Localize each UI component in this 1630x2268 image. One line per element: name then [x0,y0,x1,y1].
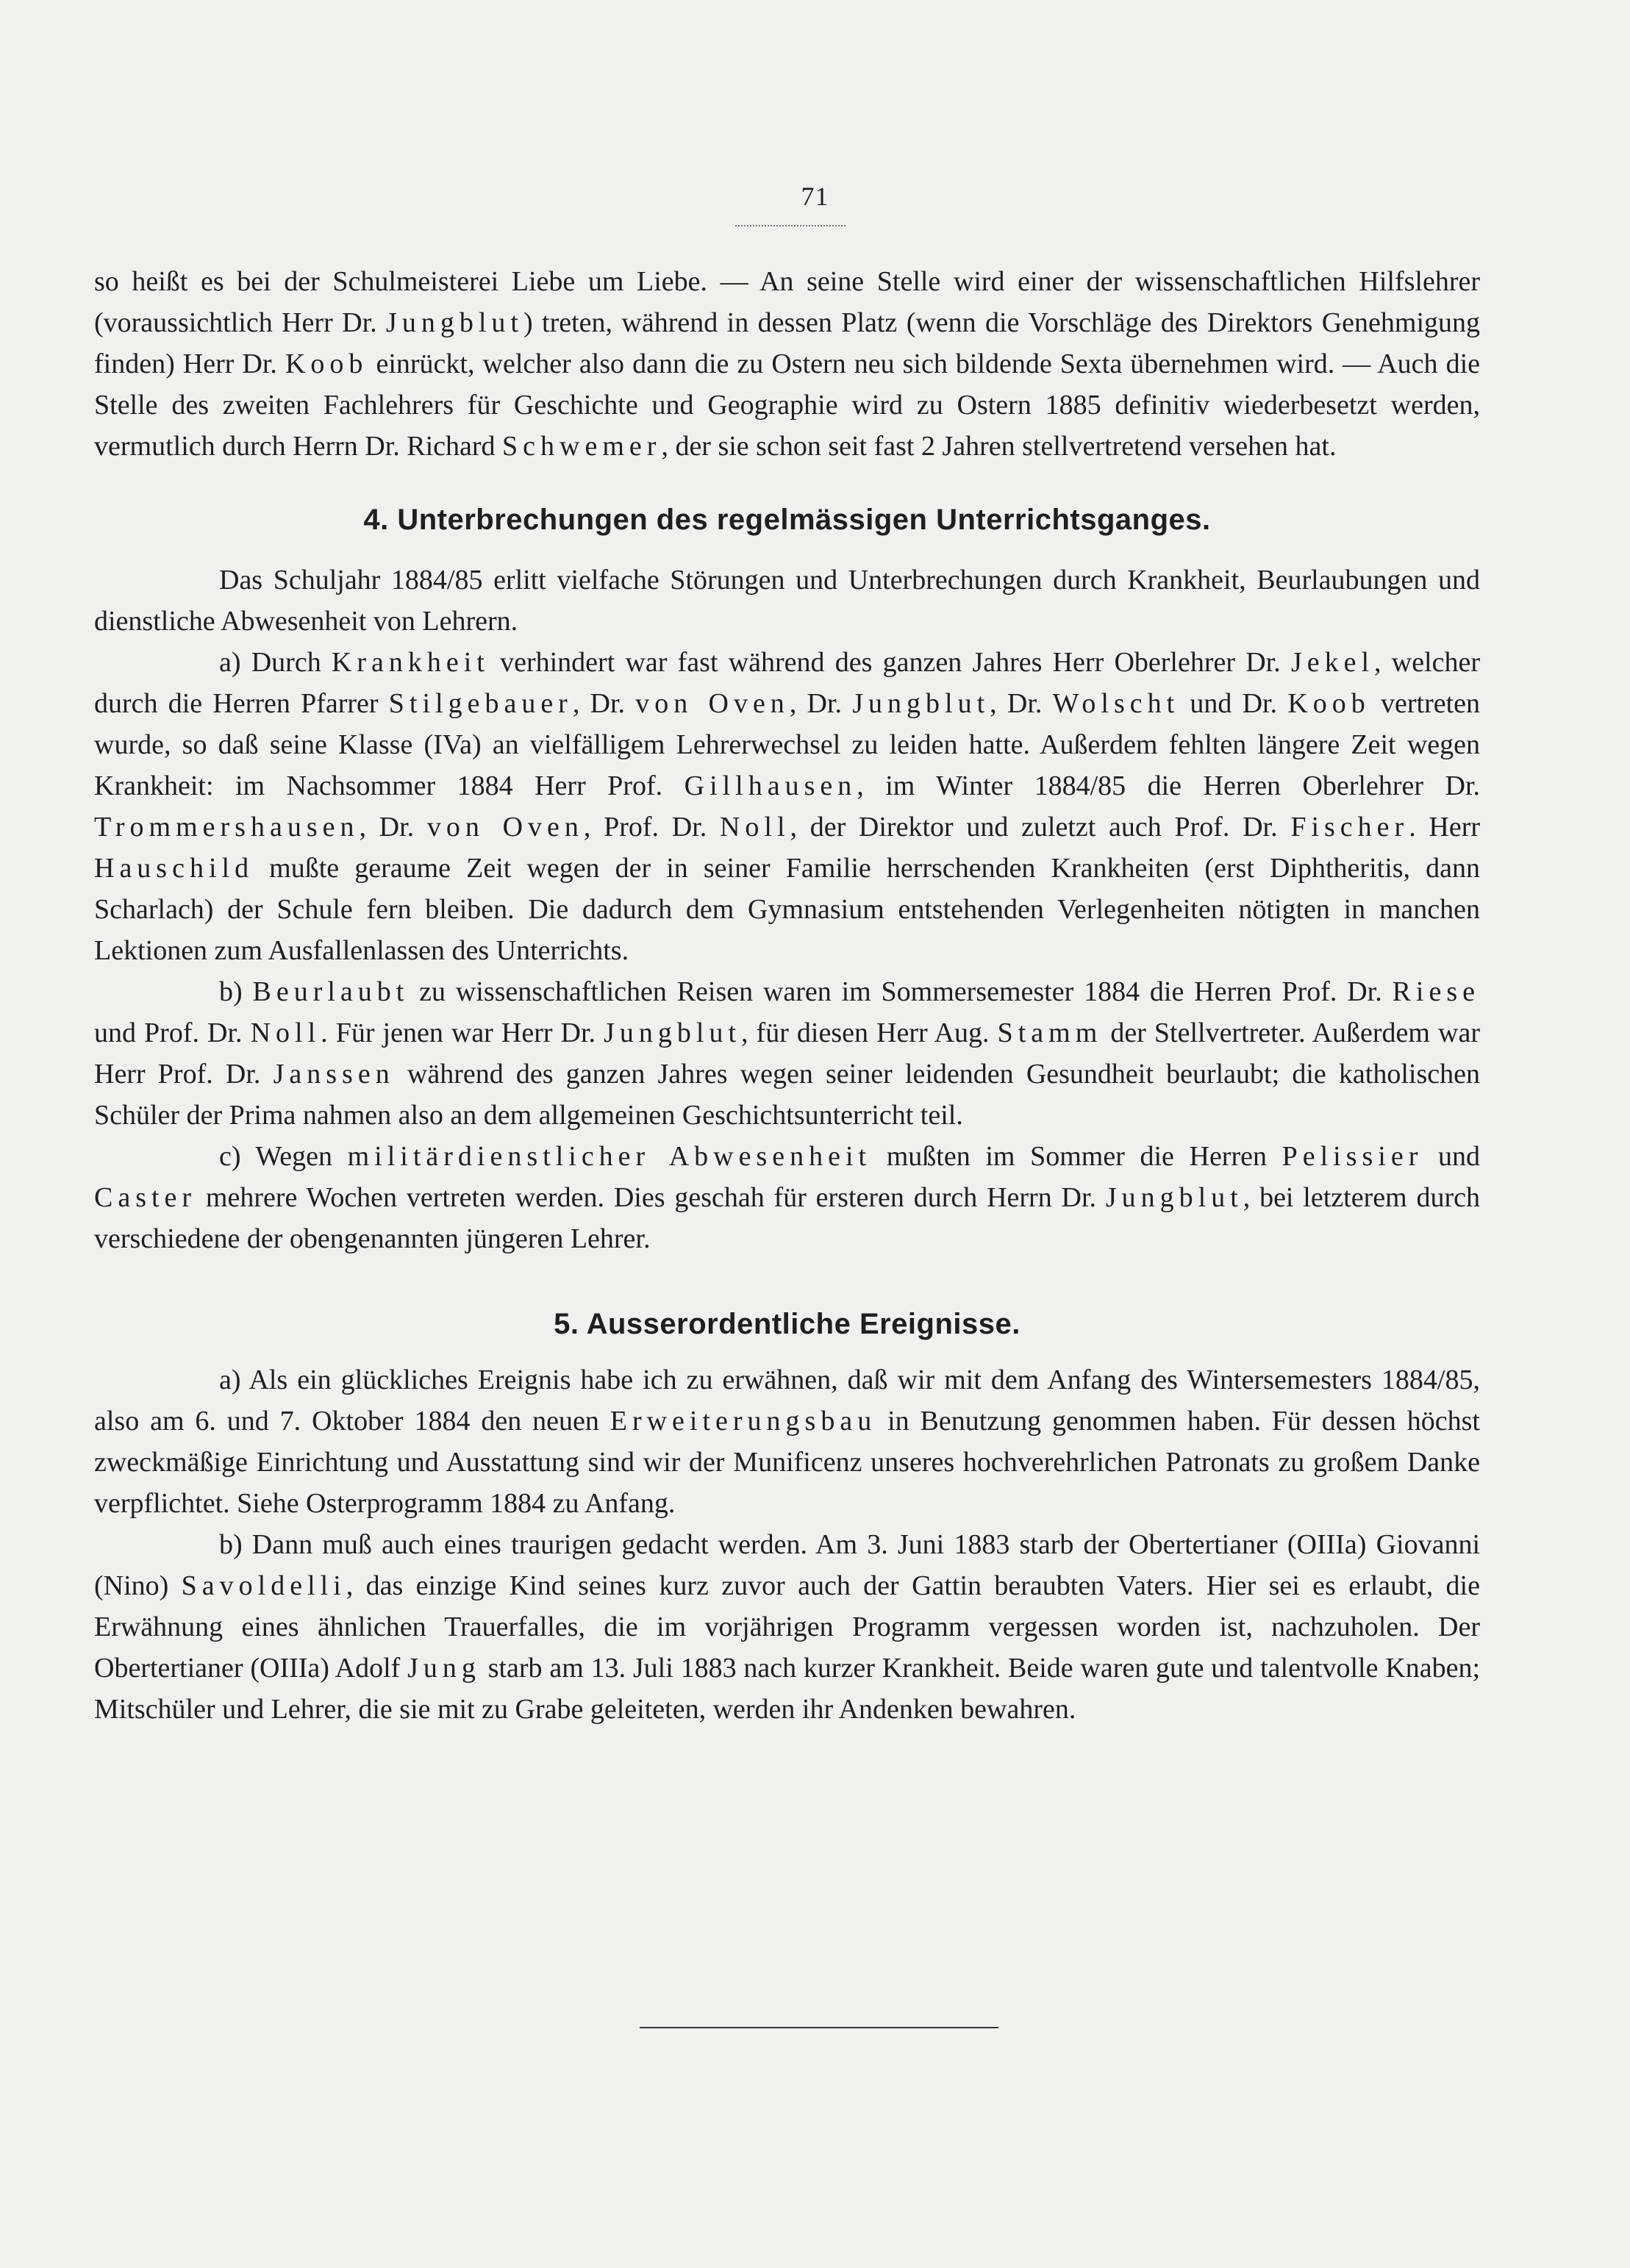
page-content [94,261,1480,1730]
paragraph-intro: so heißt es bei der Schulmeisterei Liebe um Liebe. — An seine Stelle wird einer der wissenschaftlichen Hilfslehrer (voraussichtlich Herr Dr. Jungblut) treten, während in dessen Platz (wenn die Vorschläge des Direktors Genehmigung finden) Herr Dr. Koob einrückt, welcher also dann die zu Ostern neu sich bildende Sexta übernehmen wird. — Auch die Stelle des zweiten Fachlehrers für Geschichte und Geographie wird zu Ostern 1885 definitiv wiederbesetzt werden, vermutlich durch Herrn Dr. Richard Schwemer, der sie schon seit fast 2 Jahren stellvertretend versehen hat. [94,266,1481,462]
section-4-heading: 4. Unterbrechungen des regelmässigen Unterrichtsganges. [363,504,1211,536]
section-4-item-c: c) Wegen militärdienstlicher Abwesenheit mußten im Sommer die Herren Pelissier und Caster mehrere Wochen vertreten werden. Dies geschah für ersteren durch Herrn Dr. Jungblut, bei letzterem durch verschiedene der obengenannten jüngeren Lehrer. [94,1141,1481,1254]
section-5-heading: 5. Ausserordentliche Ereignisse. [554,1308,1020,1340]
section-5-item-a: a) Als ein glückliches Ereignis habe ich zu erwähnen, daß wir mit dem Anfang des Wintersemesters 1884/85, also am 6. und 7. Oktober 1884 den neuen Erweiterungsbau in Benutzung genommen haben. Für dessen höchst zweckmäßige Einrichtung und Ausstattung sind wir der Munificenz unseres hochverehrlichen Patronats zu großem Danke verpflichtet. Siehe Osterprogramm 1884 zu Anfang. [94,1364,1480,1519]
closing-rule [640,2027,998,2028]
section-4-item-b: b) Beurlaubt zu wissenschaftlichen Reisen waren im Sommersemester 1884 die Herren Prof. Dr. Riese und Prof. Dr. Noll. Für jenen war Herr Dr. Jungblut, für diesen Herr Aug. Stamm der Stellvertreter. Außerdem war Herr Prof. Dr. Janssen während des ganzen Jahres wegen seiner leidenden Gesundheit beurlaubt; die katholischen Schüler der Prima nahmen also an dem allgemeinen Geschichtsunterricht teil. [94,976,1480,1131]
section-4-item-a: a) Durch Krankheit verhindert war fast während des ganzen Jahres Herr Oberlehrer Dr. Jekel, welcher durch die Herren Pfarrer Stilgebauer, Dr. von Oven, Dr. Jungblut, Dr. Wolscht und Dr. Koob vertreten wurde, so daß seine Klasse (IVa) an vielfälligem Lehrerwechsel zu leiden hatte. Außerdem fehlten längere Zeit wegen Krankheit: im Nachsommer 1884 Herr Prof. Gillhausen, im Winter 1884/85 die Herren Oberlehrer Dr. Trommershausen, Dr. von Oven, Prof. Dr. Noll, der Direktor und zuletzt auch Prof. Dr. Fischer. Herr Hauschild mußte geraume Zeit wegen der in seiner Familie herrschenden Krankheiten (erst Diphtheritis, dann Scharlach) der Schule fern bleiben. Die dadurch dem Gymnasium entstehenden Verlegenheiten nötigten in manchen Lektionen zum Ausfallenlassen des Unterrichts. [94,647,1481,966]
section-4-intro: Das Schuljahr 1884/85 erlitt vielfache Störungen und Unterbrechungen durch Krankheit, Beurlaubungen und dienstliche Abwesenheit von Lehrern. [94,565,1480,637]
section-5-item-b: b) Dann muß auch eines traurigen gedacht werden. Am 3. Juni 1883 starb der Obertertianer (OIIIa) Giovanni (Nino) Savoldelli, das einzige Kind seines kurz zuvor auch der Gattin beraubten Vaters. Hier sei es erlaubt, die Erwähnung eines ähnlichen Trauerfalles, die im vorjährigen Programm vergessen worden ist, nachzuholen. Der Obertertianer (OIIIa) Adolf Jung starb am 13. Juli 1883 nach kurzer Krankheit. Beide waren gute und talentvolle Knaben; Mitschüler und Lehrer, die sie mit zu Grabe geleiteten, werden ihr Andenken bewahren. [94,1529,1481,1725]
page-number: 71 [801,182,829,211]
page-number-ornament [735,221,846,226]
